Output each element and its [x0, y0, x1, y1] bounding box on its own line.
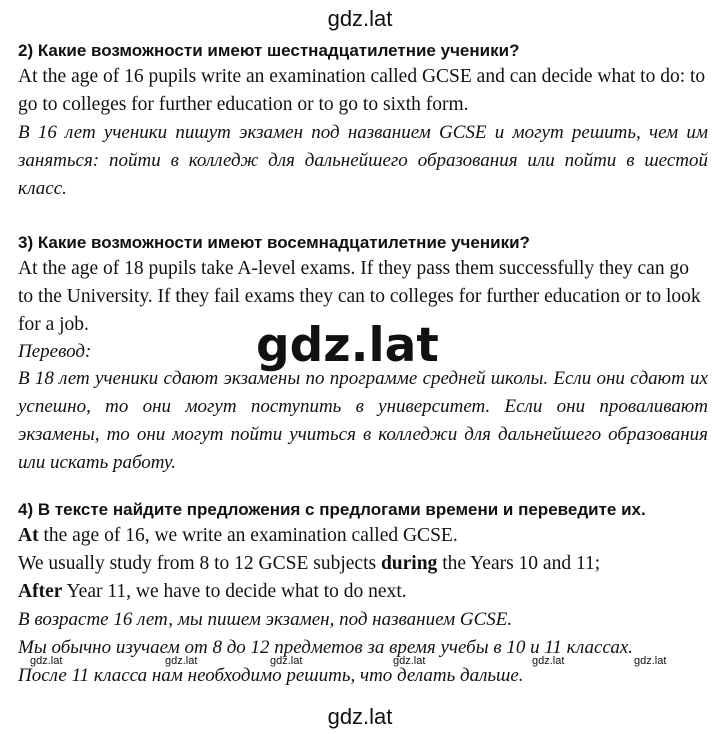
section-2 [18, 38, 708, 203]
watermark-bottom: gdz.lat [327, 704, 393, 729]
watermark-center: gdz.lat [256, 318, 439, 373]
answer-3-english: At the age of 18 pupils take A-level exams. If they pass them successfully they can go to the University. If they fail exams they can to colleges for further education or to look for a job. [18, 258, 701, 335]
sentence-ru-2: Мы обычно изучаем от 8 до 12 предметов за время учебы в 10 и 11 классах. [18, 637, 634, 658]
preposition-after: After [18, 581, 63, 602]
translation-label: Перевод: [18, 341, 92, 362]
question-2: 2) Какие возможности имеют шестнадцатилетние ученики? [18, 41, 520, 60]
sentence-en-3-text: Year 11, we have to decide what to do next. [62, 581, 407, 602]
watermark-small: gdz.lat [30, 655, 63, 667]
watermark-small: gdz.lat [634, 655, 667, 667]
question-4: 4) В тексте найдите предложения с предлогами времени и переведите их. [18, 500, 646, 519]
watermark-small: gdz.lat [532, 655, 565, 667]
answer-2-english: At the age of 16 pupils write an examination called GCSE and can decide what to do: to go to colleges for further education or to go to sixth form. [18, 66, 706, 115]
answer-3-russian: В 18 лет ученики сдают экзамены по программе средней школы. Если они сдают их успешно, то они могут поступить в университет. Если они проваливают экзамены, то они могут пойти учиться в колледжи для дальнейшего образования или искать работу. [18, 368, 708, 473]
sentence-en-3 [18, 578, 708, 606]
sentence-en-1-text: the age of 16, we write an examination called GCSE. [38, 525, 458, 546]
answer-2-russian: В 16 лет ученики пишут экзамен под названием GCSE и могут решить, чем им заняться: пойти в колледж для дальнейшего образования или пойти в шестой класс. [18, 122, 708, 199]
section-4 [18, 497, 708, 690]
sentence-ru-1: В возрасте 16 лет, мы пишем экзамен, под названием GCSE. [18, 609, 513, 630]
watermark-small: gdz.lat [165, 655, 198, 667]
watermark-top: gdz.lat [327, 6, 393, 31]
sentence-en-2-pre: We usually study from 8 to 12 GCSE subjects [18, 553, 381, 574]
sentence-en-2 [18, 550, 708, 578]
preposition-at: At [18, 525, 39, 546]
question-3: 3) Какие возможности имеют восемнадцатилетние ученики? [18, 233, 530, 252]
sentence-ru-3: После 11 класса нам необходимо решить, что делать дальше. [18, 665, 524, 686]
sentence-en-2-post: the Years 10 and 11; [437, 553, 601, 574]
sentence-en-1 [18, 522, 708, 550]
watermark-small: gdz.lat [393, 655, 426, 667]
watermark-small: gdz.lat [270, 655, 303, 667]
preposition-during: during [380, 553, 438, 574]
